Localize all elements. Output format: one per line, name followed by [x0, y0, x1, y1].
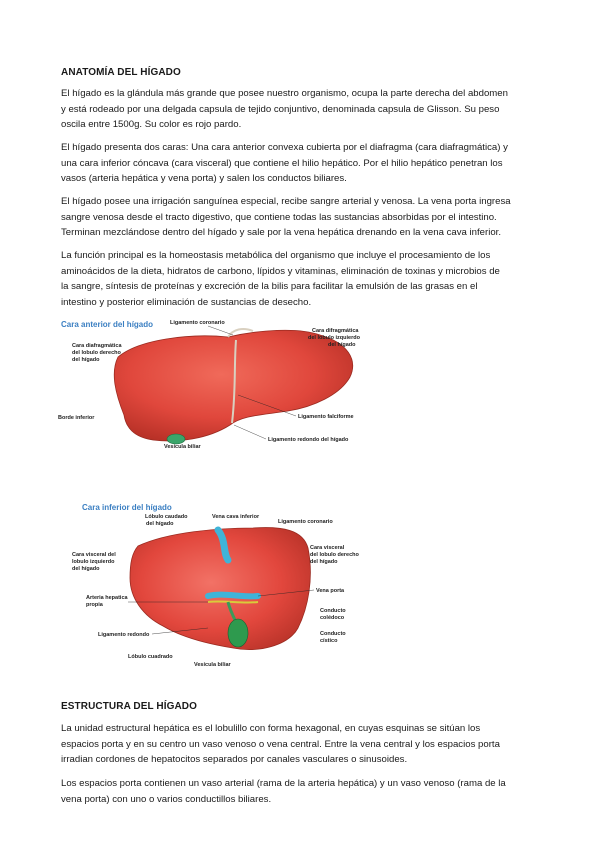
- figure-liver-inferior: [58, 498, 378, 668]
- label-right-lobe-line: Cara diafragmática: [72, 343, 122, 349]
- label-left-visceral-line: Cara visceral del: [72, 552, 116, 558]
- paragraph-2: [61, 140, 539, 187]
- label-gallbladder: Vesícula biliar: [194, 662, 231, 668]
- gallbladder: [228, 619, 248, 647]
- gallbladder: [167, 434, 185, 444]
- label-cystic-duct-line: cístico: [320, 638, 338, 644]
- heading-structure: ESTRUCTURA DEL HÍGADO: [61, 701, 197, 712]
- label-right-visceral-line: Cara visceral: [310, 545, 345, 551]
- figure-title: Cara anterior del hígado: [61, 320, 154, 329]
- label-round-ligament: Ligamento redondo: [98, 632, 150, 638]
- portal-vein: [208, 595, 258, 597]
- paragraph-5: [61, 721, 539, 768]
- label-caudate-lobe-line: Lóbulo caudado: [145, 514, 188, 520]
- paragraph-line: sangre venosa desde el tracto digestivo, que contiene todas las sustancias absorbidas por el intestino.: [61, 211, 497, 223]
- label-hepatic-artery-line: Arteria hepatica: [86, 595, 128, 601]
- label-quadrate-lobe: Lóbulo cuadrado: [128, 654, 173, 660]
- paragraph-line: La función principal es la homeostasis metabólica del organismo que incluye el procesamiento de los: [61, 250, 491, 261]
- paragraph-line: aminoácidos de la dieta, hidratos de carbono, lípidos y vitaminas, eliminación de toxinas y microbios de: [61, 265, 500, 277]
- paragraph-line: El hígado presenta dos caras: Una cara anterior convexa cubierta por el diafragma (cara diafragmática) y: [61, 142, 508, 153]
- label-right-visceral-line: del hígado: [310, 559, 338, 565]
- label-coronary-ligament: Ligamento coronario: [278, 519, 333, 525]
- heading-anatomy: ANATOMÍA DEL HÍGADO: [61, 67, 181, 78]
- label-cystic-duct-line: Conducto: [320, 631, 346, 637]
- label-hepatic-artery-line: propia: [86, 602, 103, 608]
- label-portal-vein: Vena porta: [316, 588, 345, 594]
- paragraph-line: espacios porta y en su centro un vaso venoso o vena central. Entre la vena central y los espacios porta: [61, 738, 500, 750]
- paragraph-line: El hígado posee una irrigación sanguínea especial, recibe sangre arterial y venosa. La vena porta ingresa: [61, 196, 511, 207]
- label-common-bile-duct-line: colédoco: [320, 615, 345, 621]
- label-gallbladder: Vesícula biliar: [164, 444, 201, 450]
- label-left-visceral-line: lobulo izquierdo: [72, 559, 115, 565]
- label-right-lobe-line: del hígado: [72, 357, 100, 363]
- paragraph-line: vasos (arteria hepática y vena porta) y salen los conductos biliares.: [61, 173, 347, 184]
- label-common-bile-duct-line: Conducto: [320, 608, 346, 614]
- label-inferior-border: Borde inferior: [58, 415, 95, 421]
- label-left-lobe-line: del hígado: [328, 342, 356, 348]
- hepatic-artery: [208, 601, 258, 602]
- paragraph-line: irradian cordones de hepatocitos separados por canales vasculares o sinusoides.: [61, 754, 408, 765]
- paragraph-line: Terminan mezclándose dentro del hígado y sale por la vena hepática drenando en la vena cava inferior.: [61, 227, 501, 238]
- paragraph-4: [61, 248, 539, 310]
- label-left-lobe-line: del lobulo izquierdo: [308, 335, 360, 341]
- paragraph-line: la sangre, síntesis de proteínas y excreción de la bilis para facilitar la emulsión de las grasas en el: [61, 281, 478, 292]
- label-caudate-lobe-line: del hígado: [146, 521, 174, 527]
- paragraph-line: intestino y posterior eliminación de sustancias de desecho.: [61, 296, 312, 308]
- label-right-visceral-line: del lobulo derecho: [310, 552, 359, 558]
- label-vena-cava: Vena cava inferior: [212, 514, 260, 520]
- paragraph-6: [61, 776, 539, 807]
- paragraph-line: Los espacios porta contienen un vaso arterial (rama de la arteria hepática) y un vaso venoso (rama de la: [61, 778, 506, 789]
- label-round-ligament: Ligamento redondo del hígado: [268, 437, 349, 443]
- paragraph-line: y está rodeado por una delgada capsula de tejido conjuntivo, denominada capsula de Glisson. Su peso: [61, 103, 500, 115]
- paragraph-1: [61, 86, 539, 133]
- paragraph-line: El hígado es la glándula más grande que posee nuestro organismo, ocupa la parte derecha del abdomen: [61, 88, 508, 99]
- paragraph-line: La unidad estructural hepática es el lobulillo con forma hexagonal, en cuyas esquinas se sitúan los: [61, 723, 481, 734]
- paragraph-line: oscila entre 1500g. Su color es rojo pardo.: [61, 119, 242, 130]
- figure-title: Cara inferior del hígado: [82, 503, 172, 512]
- label-left-lobe-line: Cara difragmática: [312, 328, 359, 334]
- label-left-visceral-line: del hígado: [72, 566, 100, 572]
- liver-inferior-shape: [130, 528, 310, 650]
- label-coronary-ligament: Ligamento coronario: [170, 320, 225, 326]
- paragraph-line: vena porta) con uno o varios conductillos biliares.: [61, 793, 272, 805]
- label-right-lobe-line: del lobulo derecho: [72, 350, 121, 356]
- label-falciform-ligament: Ligamento falciforme: [298, 414, 354, 420]
- liver-anterior-shape: [114, 330, 352, 441]
- paragraph-line: una cara inferior cóncava (cara visceral) que contiene el hilio hepático. Por el hilio hepático penetran los: [61, 157, 503, 169]
- paragraph-3: [61, 194, 539, 241]
- figure-liver-anterior: [58, 315, 378, 450]
